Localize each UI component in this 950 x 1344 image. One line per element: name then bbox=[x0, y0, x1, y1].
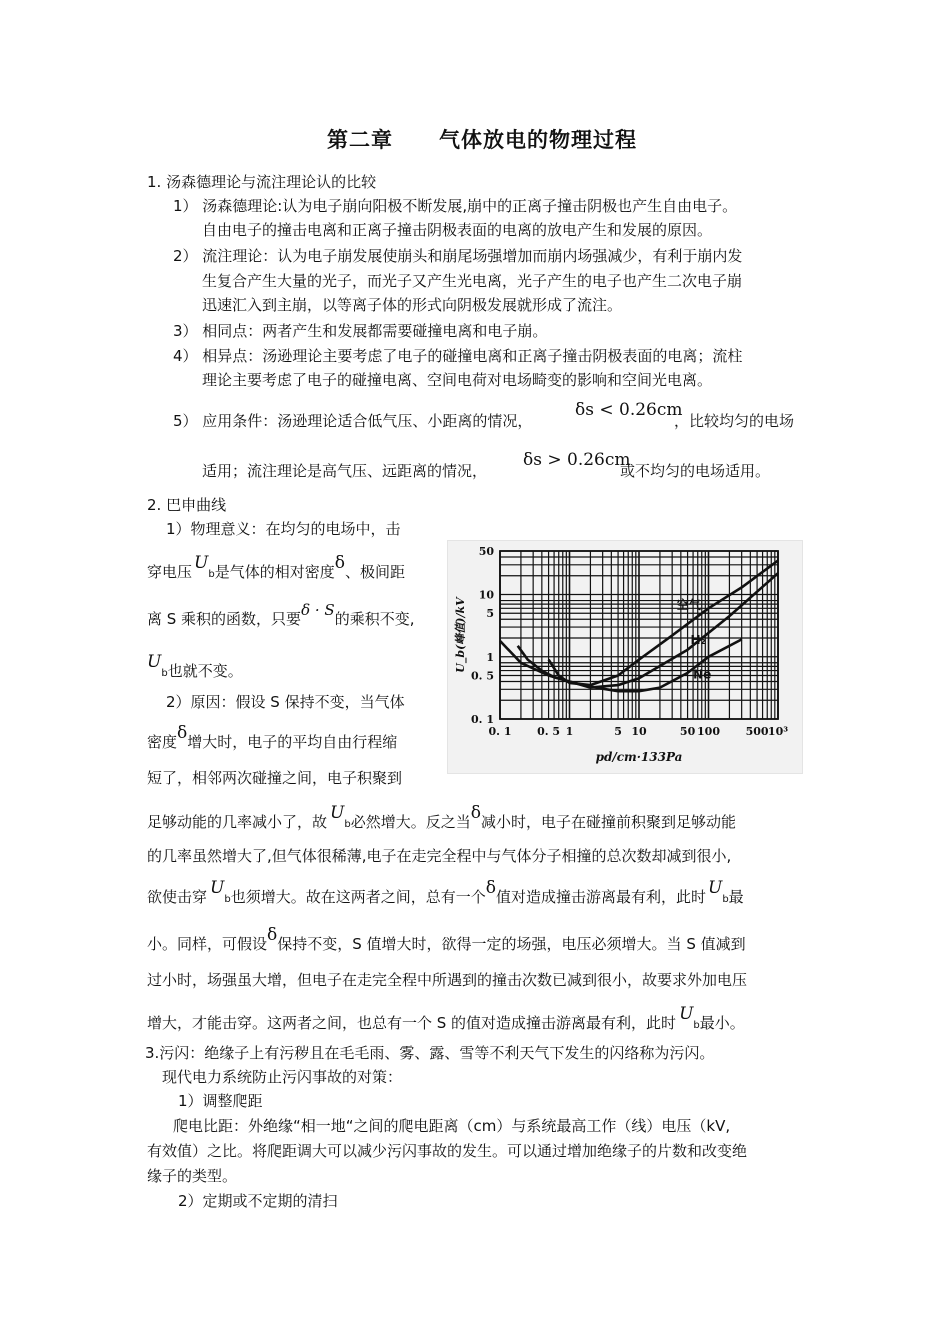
series-label: H₂ bbox=[690, 633, 706, 648]
meaning-line-2: 穿电压 Ub是气体的相对密度δ、极间距 bbox=[147, 553, 405, 581]
subscript-b: b bbox=[208, 569, 215, 580]
symbol-U: U bbox=[210, 878, 225, 898]
reason-line-6: 欲使击穿 Ub也须增大。故在这两者之间，总有一个δ值对造成撞击游离最有利，此时 Ub最 bbox=[147, 878, 744, 906]
creepage-line-1: 爬电比距：外绝缘“相一地“之间的爬电距离（cm）与系统最高工作（线）电压（kV, bbox=[173, 1117, 731, 1135]
y-axis-title: U_b(峰值)/kV bbox=[454, 597, 467, 673]
meaning-line-4: Ub也就不变。 bbox=[147, 652, 243, 680]
x-tick-label: 10³ bbox=[767, 725, 789, 738]
chapter-number: 第二章 bbox=[327, 128, 393, 152]
item-1-line-1: 1） 汤森德理论:认为电子崩向阳极不断发展,崩中的正离子撞击阴极也产生自由电子。 bbox=[173, 197, 738, 215]
y-tick-label: 10 bbox=[478, 588, 494, 602]
section-3-heading: 3.污闪：绝缘子上有污秽且在毛毛雨、雾、露、雪等不利天气下发生的闪络称为污闪。 bbox=[145, 1044, 715, 1062]
item-2-line-1: 2） 流注理论：认为电子崩发展使崩头和崩尾场强增加而崩内场强减少，有利于崩内发 bbox=[173, 247, 743, 265]
symbol-delta: δ bbox=[177, 723, 188, 743]
y-tick-label: 0. 5 bbox=[471, 669, 494, 683]
reason-line-5: 的几率虽然增大了,但气体很稀薄,电子在走完全程中与气体分子相撞的总次数却减到很小, bbox=[147, 847, 732, 865]
x-tick-label: 100 bbox=[697, 725, 720, 738]
symbol-delta: δ bbox=[470, 803, 481, 823]
reason-line-8: 过小时，场强虽大增，但电子在走完全程中所遇到的撞击次数已减到很小，故要求外加电压 bbox=[147, 971, 748, 989]
item-2-line-2: 生复合产生大量的光子，而光子又产生光电离，光子产生的电子也产生二次电子崩 bbox=[202, 272, 743, 290]
section-2-heading: 2. 巴申曲线 bbox=[147, 496, 227, 514]
reason-line-3: 短了，相邻两次碰撞之间，电子积聚到 bbox=[147, 769, 403, 787]
creepage-line-3: 缘子的类型。 bbox=[147, 1167, 238, 1185]
section-1-heading: 1. 汤森德理论与流注理论认的比较 bbox=[147, 173, 377, 191]
meaning-line-1: 1）物理意义：在均匀的电场中，击 bbox=[166, 520, 401, 538]
y-tick-label: 0. 1 bbox=[471, 713, 494, 726]
item-2-line-3: 迅速汇入到主崩，以等离子体的形式向阴极发展就形成了流注。 bbox=[202, 296, 623, 314]
series-label: Ne bbox=[693, 667, 712, 682]
x-tick-label: 0. 5 bbox=[537, 725, 561, 738]
measure-1-title: 1）调整爬距 bbox=[178, 1092, 263, 1110]
item-4-line-2: 理论主要考虑了电子的碰撞电离、空间电荷对电场畸变的影响和空间光电离。 bbox=[202, 371, 713, 389]
y-tick-label: 1 bbox=[486, 650, 494, 664]
y-tick-label: 50 bbox=[478, 545, 494, 558]
x-tick-label: 5 bbox=[614, 725, 622, 738]
paschen-chart-svg bbox=[448, 541, 802, 773]
symbol-U: U bbox=[679, 1004, 694, 1024]
series-label: 空气 bbox=[676, 598, 701, 613]
symbol-U: U bbox=[707, 878, 723, 898]
item-4-line-1: 4） 相异点：汤逊理论主要考虑了电子的碰撞电离和正离子撞击阴极表面的电离；流柱 bbox=[173, 347, 743, 365]
symbol-delta-s: δ · S bbox=[301, 601, 335, 619]
measure-2-title: 2）定期或不定期的清扫 bbox=[178, 1192, 338, 1210]
symbol-U: U bbox=[330, 803, 345, 823]
symbol-U: U bbox=[194, 553, 209, 573]
chapter-title: 气体放电的物理过程 bbox=[439, 128, 637, 152]
reason-line-9: 增大，才能击穿。这两者之间，也总有一个 S 的值对造成撞击游离最有利，此时 Ub最小。 bbox=[147, 1004, 745, 1032]
math-ds-less: δs < 0.26cm bbox=[575, 400, 683, 420]
creepage-line-2: 有效值）之比。将爬距调大可以减少污闪事故的发生。可以通过增加绝缘子的片数和改变绝 bbox=[147, 1142, 748, 1160]
x-tick-label: 500 bbox=[745, 725, 769, 738]
reason-line-4: 足够动能的几率减小了，故 Ub必然增大。反之当δ减小时，电子在碰撞前积聚到足够动能 bbox=[147, 803, 736, 831]
x-tick-label: 0. 1 bbox=[488, 725, 512, 738]
x-tick-label: 10 bbox=[631, 725, 647, 738]
page-title bbox=[327, 124, 637, 154]
item-3: 3） 相同点：两者产生和发展都需要碰撞电离和电子崩。 bbox=[173, 322, 548, 340]
item-5-line-2-end: 或不均匀的电场适用。 bbox=[620, 462, 771, 480]
y-tick-label: 5 bbox=[486, 607, 494, 621]
item-5-line-1: 5） 应用条件：汤逊理论适合低气压、小距离的情况， bbox=[173, 412, 533, 430]
math-ds-greater: δs > 0.26cm bbox=[523, 450, 631, 470]
item-5-line-2: 适用；流注理论是高气压、远距离的情况， bbox=[202, 462, 488, 480]
reason-line-7: 小。同样，可假设δ保持不变，S 值增大时，欲得一定的场强，电压必须增大。当 S 值减到 bbox=[147, 925, 746, 953]
symbol-delta: δ bbox=[334, 553, 345, 573]
x-axis-title: pd/cm·133Pa bbox=[595, 750, 683, 764]
measures-intro: 现代电力系统防止污闪事故的对策： bbox=[162, 1068, 403, 1086]
item-1-line-2: 自由电子的撞击电离和正离子撞击阴极表面的电离的放电产生和发展的原因。 bbox=[202, 221, 713, 239]
symbol-U: U bbox=[147, 652, 162, 672]
symbol-delta: δ bbox=[267, 925, 278, 945]
meaning-line-3: 离 S 乘积的函数，只要δ · S的乘积不变, bbox=[147, 601, 415, 628]
symbol-delta: δ bbox=[485, 878, 496, 898]
reason-line-2: 密度δ增大时，电子的平均自由行程缩 bbox=[147, 723, 398, 751]
item-5-line-1-end: ，比较均匀的电场 bbox=[674, 412, 795, 430]
x-tick-label: 1 bbox=[565, 725, 574, 738]
paschen-chart bbox=[447, 540, 803, 774]
x-tick-label: 50 bbox=[679, 725, 696, 738]
reason-line-1: 2）原因：假设 S 保持不变，当气体 bbox=[166, 693, 405, 711]
